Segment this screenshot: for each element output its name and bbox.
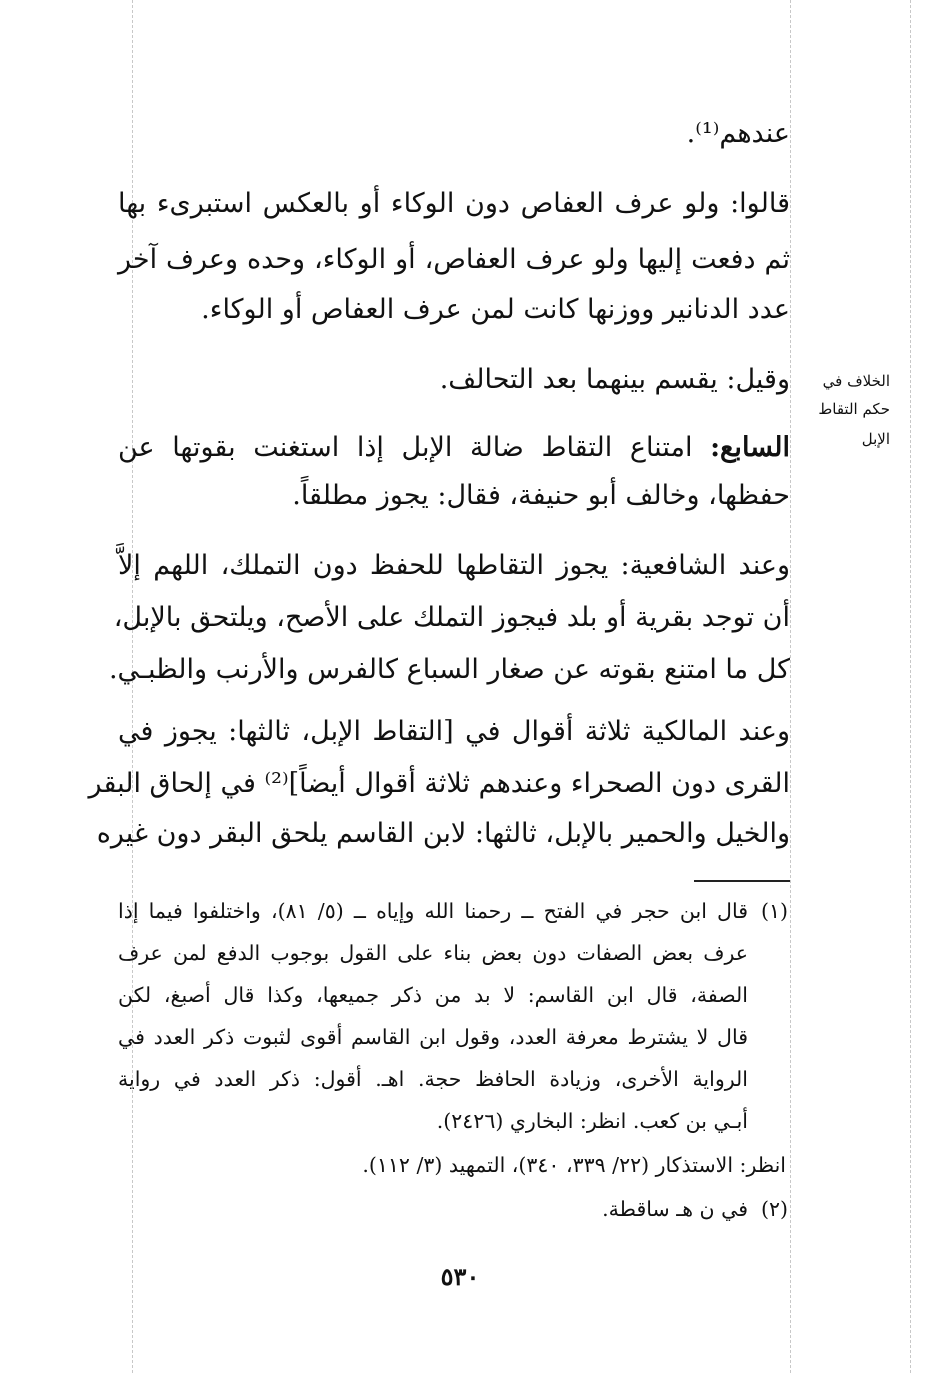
- paragraph-line: قالوا: ولو عرف العفاص دون الوكاء أو بالعكس استبرىء بها: [118, 188, 790, 219]
- footnote-line: أبـي بن كعب. انظر: البخاري (٢٤٢٦).: [436, 1109, 748, 1133]
- paragraph-line: وعند الشافعية: يجوز التقاطها للحفظ دون التملك، اللهم إلاَّ: [118, 550, 790, 581]
- margin-note: [806, 366, 890, 396]
- paragraph-line: ثم دفعت إليها ولو عرف العفاص، أو الوكاء، وحده وعرف آخر: [118, 244, 790, 275]
- footnote-line: قال لا يشترط معرفة العدد، وقول ابن القاسم أقوى لثبوت ذكر العدد في: [118, 1025, 748, 1049]
- footnote-line: عرف بعض الصفات دون بعض بناء على القول بوجوب الدفع لمن عرف: [118, 941, 748, 965]
- footnote-line: في ن هـ ساقطة.: [602, 1197, 748, 1221]
- footnote-line: انظر: الاستذكار (٢٢/ ٣٣٩، ٣٤٠)، التمهيد (٣/ ١١٢).: [362, 1153, 786, 1177]
- margin-note: [806, 424, 890, 454]
- footnote-separator: [694, 880, 790, 882]
- margin-note-line: حكم التقاط: [818, 400, 890, 418]
- paragraph-line: القرى دون الصحراء وعندهم ثلاثة أقوال أيضاً]⁽²⁾ في إلحاق البقر: [88, 768, 790, 799]
- scan-guide-line: [790, 0, 791, 1373]
- paragraph-line: والخيل والحمير بالإبل، ثالثها: لابن القاسم يلحق البقر دون غيره: [96, 818, 790, 849]
- paragraph-line: وقيل: يقسم بينهما بعد التحالف.: [439, 364, 790, 395]
- footnote-line: الصفة، قال ابن القاسم: لا بد من ذكر جميعها، وكذا قال أصبغ، لكن: [118, 983, 748, 1007]
- section-lead: السابع:: [710, 432, 790, 463]
- footnote-line: الرواية الأخرى، وزيادة الحافظ حجة. اهـ. أقول: ذكر العدد في رواية: [118, 1067, 748, 1091]
- margin-note: [806, 394, 890, 424]
- paragraph-line: وعند المالكية ثلاثة أقوال في [التقاط الإبل، ثالثها: يجوز في: [118, 716, 790, 747]
- paragraph-line: حفظها، وخالف أبو حنيفة، فقال: يجوز مطلقاً.: [292, 480, 790, 511]
- margin-note-line: الإبل: [861, 430, 890, 448]
- page-number: ٥٣٠: [440, 1262, 480, 1291]
- paragraph-line: أن توجد بقرية أو بلد فيجوز التملك على الأصح، ويلتحق بالإبل،: [113, 602, 790, 633]
- margin-note-line: الخلاف في: [822, 372, 890, 390]
- paragraph-line: [118, 428, 790, 472]
- intro-line: عندهم⁽¹⁾.: [686, 118, 790, 149]
- footnote-line: قال ابن حجر في الفتح ــ رحمنا الله وإياه ــ (٥/ ٨١)، واختلفوا فيما إذا: [118, 899, 749, 923]
- footnote-number: (٢): [760, 1197, 788, 1221]
- scan-guide-line: [910, 0, 911, 1373]
- paragraph-line: عدد الدنانير ووزنها كانت لمن عرف العفاص أو الوكاء.: [201, 294, 790, 325]
- paragraph-text: امتناع التقاط ضالة الإبل إذا استغنت بقوتها عن: [118, 432, 693, 463]
- paragraph-line: كل ما امتنع بقوته عن صغار السباع كالفرس والأرنب والظبـي.: [108, 654, 790, 685]
- footnote-number: (١): [760, 899, 788, 923]
